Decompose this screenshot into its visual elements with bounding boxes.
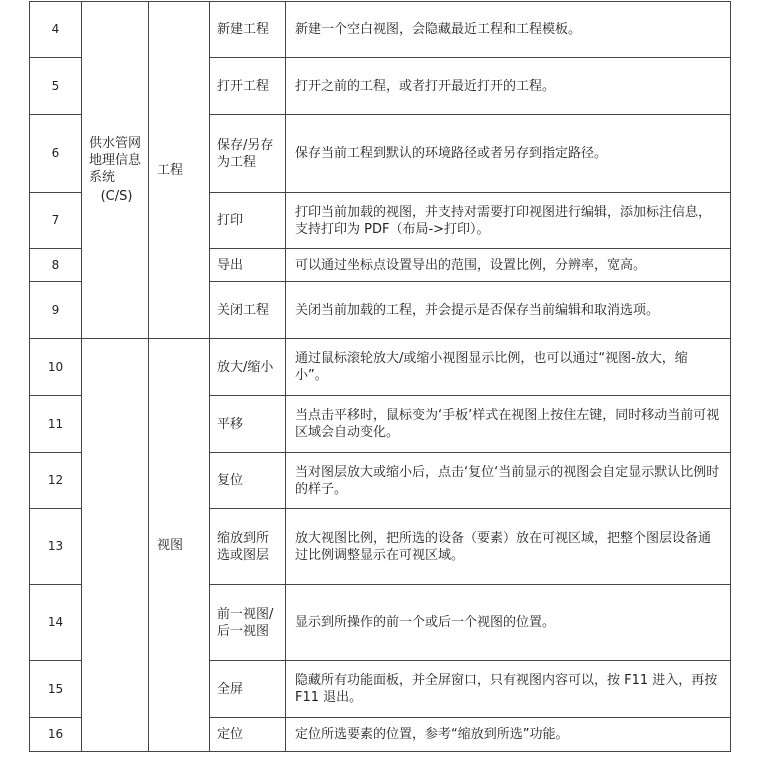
function-description: 放大视图比例，把所选的设备（要素）放在可视区域，把整个图层设备通过比例调整显示在可视区域。 <box>286 509 731 585</box>
function-description: 新建一个空白视图，会隐藏最近工程和工程模板。 <box>286 2 731 58</box>
row-number: 7 <box>30 193 82 249</box>
group-project: 工程 <box>149 2 210 339</box>
function-description: 可以通过坐标点设置导出的范围，设置比例，分辨率，宽高。 <box>286 249 731 282</box>
row-number: 12 <box>30 453 82 509</box>
function-table <box>29 1 731 752</box>
function-name: 平移 <box>210 396 286 453</box>
system-blank-cell <box>82 339 149 752</box>
function-description: 打印当前加载的视图，并支持对需要打印视图进行编辑，添加标注信息，支持打印为 PDF（布局->打印）。 <box>286 193 731 249</box>
system-subtitle: (C/S) <box>100 189 133 204</box>
function-name: 缩放到所选或图层 <box>210 509 286 585</box>
function-description: 打开之前的工程，或者打开最近打开的工程。 <box>286 58 731 115</box>
function-name: 关闭工程 <box>210 282 286 339</box>
function-name: 导出 <box>210 249 286 282</box>
row-number: 14 <box>30 585 82 661</box>
function-name: 定位 <box>210 718 286 752</box>
function-description: 关闭当前加载的工程，并会提示是否保存当前编辑和取消选项。 <box>286 282 731 339</box>
function-name: 打印 <box>210 193 286 249</box>
function-description: 当点击平移时，鼠标变为‘手板’样式在视图上按住左键，同时移动当前可视区域会自动变化。 <box>286 396 731 453</box>
row-number: 6 <box>30 115 82 193</box>
table-row <box>30 2 731 58</box>
function-name: 新建工程 <box>210 2 286 58</box>
function-description: 显示到所操作的前一个或后一个视图的位置。 <box>286 585 731 661</box>
system-name-cell <box>82 2 149 339</box>
function-name: 复位 <box>210 453 286 509</box>
row-number: 15 <box>30 661 82 718</box>
row-number: 8 <box>30 249 82 282</box>
row-number: 11 <box>30 396 82 453</box>
row-number: 5 <box>30 58 82 115</box>
function-name: 放大/缩小 <box>210 339 286 396</box>
function-description: 通过鼠标滚轮放大/或缩小视图显示比例，也可以通过“视图-放大，缩小”。 <box>286 339 731 396</box>
function-name: 全屏 <box>210 661 286 718</box>
function-name: 打开工程 <box>210 58 286 115</box>
table-row <box>30 339 731 396</box>
row-number: 9 <box>30 282 82 339</box>
function-name: 前一视图/后一视图 <box>210 585 286 661</box>
group-view: 视图 <box>149 339 210 752</box>
row-number: 4 <box>30 2 82 58</box>
row-number: 13 <box>30 509 82 585</box>
function-name: 保存/另存为工程 <box>210 115 286 193</box>
function-description: 当对图层放大或缩小后，点击‘复位‘当前显示的视图会自定显示默认比例时的样子。 <box>286 453 731 509</box>
function-description: 定位所选要素的位置，参考“缩放到所选”功能。 <box>286 718 731 752</box>
function-description: 隐藏所有功能面板，并全屏窗口，只有视图内容可以，按 F11 进入，再按 F11 退出。 <box>286 661 731 718</box>
row-number: 10 <box>30 339 82 396</box>
row-number: 16 <box>30 718 82 752</box>
system-name: 供水管网地理信息系统 <box>89 136 142 185</box>
function-description: 保存当前工程到默认的环境路径或者另存到指定路径。 <box>286 115 731 193</box>
